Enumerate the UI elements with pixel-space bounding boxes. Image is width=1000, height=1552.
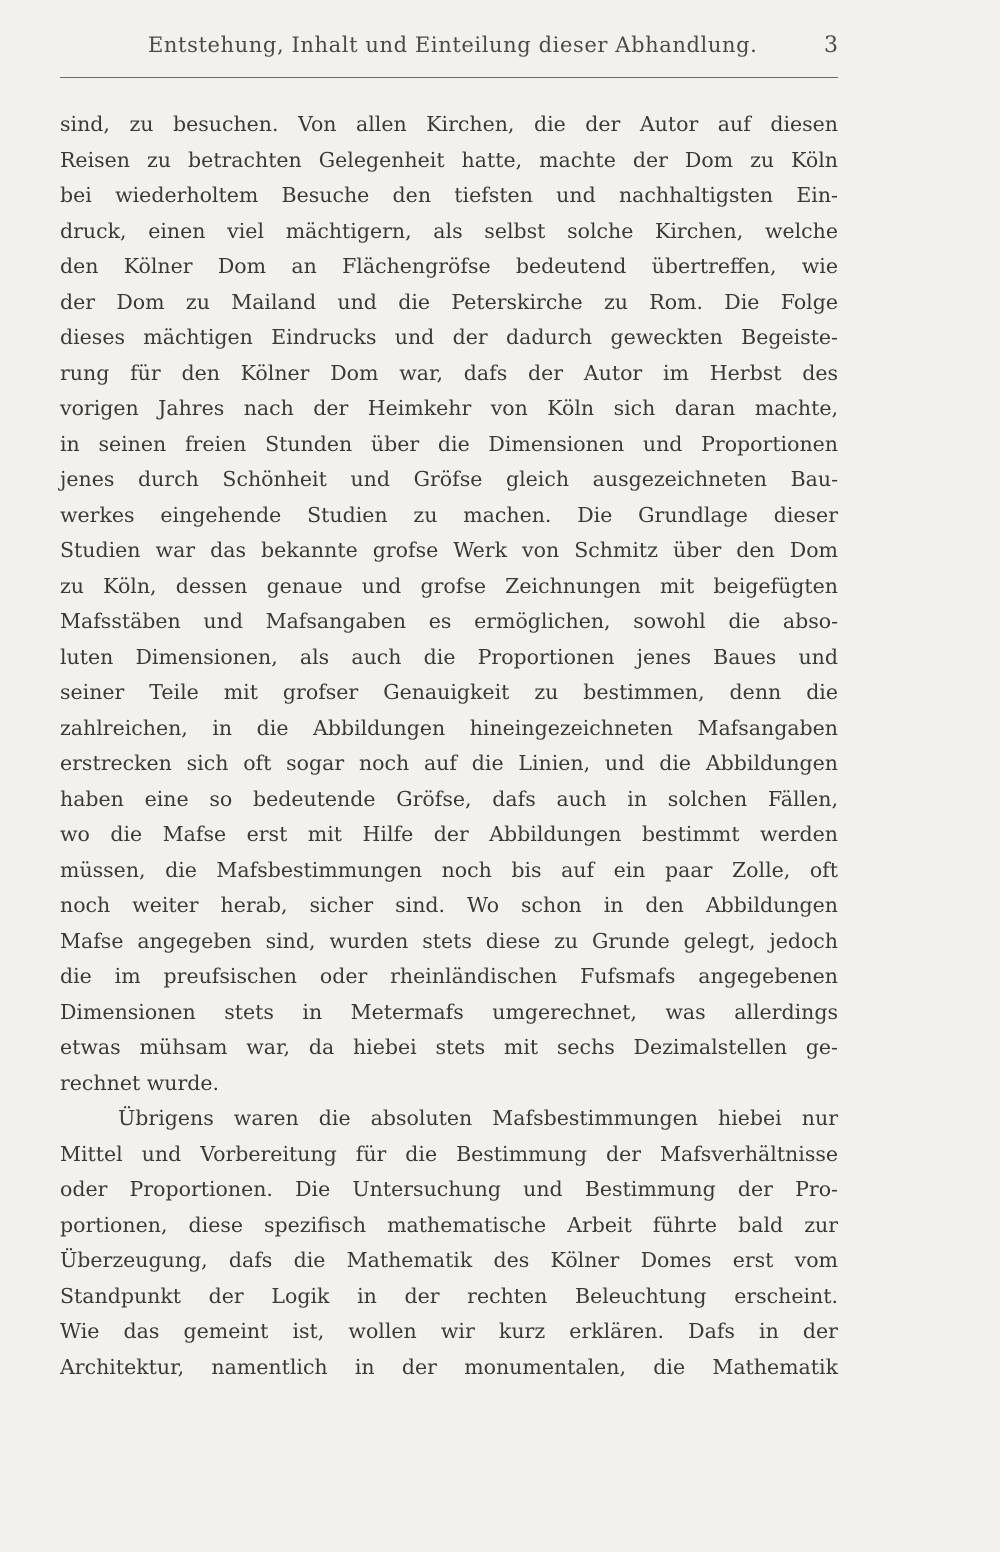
- text-line: haben eine so bedeutende Gröfse, dafs auch in solchen Fällen,: [60, 786, 838, 811]
- text-line: Dimensionen stets in Metermafs umgerechnet, was allerdings: [60, 999, 838, 1024]
- text-line: luten Dimensionen, als auch die Proportionen jenes Baues und: [60, 644, 838, 669]
- text-line: Architektur, namentlich in der monumentalen, die Mathematik: [60, 1354, 838, 1379]
- text-line: Studien war das bekannte grofse Werk von Schmitz über den Dom: [60, 538, 838, 562]
- text-line: werkes eingehende Studien zu machen. Die Grundlage dieser: [60, 502, 838, 527]
- text-line: druck, einen viel mächtigern, als selbst solche Kirchen, welche: [60, 218, 838, 243]
- running-head: [60, 33, 838, 67]
- text-line: die im preufsischen oder rheinländischen Fufsmafs angegebenen: [60, 964, 838, 988]
- text-line: portionen, diese spezifisch mathematische Arbeit führte bald zur: [60, 1212, 838, 1237]
- text-line: zahlreichen, in die Abbildungen hineingezeichneten Mafsangaben: [60, 715, 838, 740]
- text-line: Reisen zu betrachten Gelegenheit hatte, machte der Dom zu Köln: [60, 147, 838, 172]
- text-line: Standpunkt der Logik in der rechten Beleuchtung erscheint.: [60, 1283, 838, 1308]
- text-line: dieses mächtigen Eindrucks und der dadurch geweckten Begeiste-: [60, 325, 838, 349]
- text-line: vorigen Jahres nach der Heimkehr von Köln sich daran machte,: [60, 396, 838, 420]
- text-line: Wie das gemeint ist, wollen wir kurz erklären. Dafs in der: [60, 1319, 838, 1343]
- text-line: wo die Mafse erst mit Hilfe der Abbildungen bestimmt werden: [60, 822, 838, 846]
- text-line: rung für den Kölner Dom war, dafs der Autor im Herbst des: [60, 360, 838, 385]
- text-line: Mittel und Vorbereitung für die Bestimmung der Mafsverhältnisse: [60, 1141, 838, 1166]
- text-line: erstrecken sich oft sogar noch auf die Linien, und die Abbildungen: [60, 751, 838, 775]
- text-line: Mafsstäben und Mafsangaben es ermöglichen, sowohl die abso-: [60, 609, 838, 633]
- text-line: der Dom zu Mailand und die Peterskirche zu Rom. Die Folge: [60, 289, 838, 314]
- header-rule: [60, 77, 838, 78]
- text-line: Mafse angegeben sind, wurden stets diese zu Grunde gelegt, jedoch: [60, 928, 838, 953]
- text-line: müssen, die Mafsbestimmungen noch bis auf ein paar Zolle, oft: [60, 857, 838, 882]
- text-line: noch weiter herab, sicher sind. Wo schon in den Abbildungen: [60, 893, 838, 917]
- text-line: zu Köln, dessen genaue und grofse Zeichnungen mit beigefügten: [60, 573, 838, 598]
- text-line: den Kölner Dom an Flächengröfse bedeutend übertreffen, wie: [60, 254, 838, 278]
- body-text: [60, 107, 838, 1385]
- running-title: Entstehung, Inhalt und Einteilung dieser Abhandlung.: [148, 33, 758, 57]
- paragraph-1: [60, 107, 838, 1101]
- text-line: Überzeugung, dafs die Mathematik des Kölner Domes erst vom: [60, 1248, 838, 1272]
- text-line: Übrigens waren die absoluten Mafsbestimmungen hiebei nur: [118, 1106, 838, 1130]
- text-line: rechnet wurde.: [60, 1070, 220, 1095]
- text-line: jenes durch Schönheit und Gröfse gleich ausgezeichneten Bau-: [60, 467, 838, 491]
- text-line: etwas mühsam war, da hiebei stets mit sechs Dezimalstellen ge-: [60, 1035, 838, 1059]
- paragraph-2: [60, 1101, 838, 1385]
- text-line: in seinen freien Stunden über die Dimensionen und Proportionen: [60, 431, 838, 456]
- text-line: oder Proportionen. Die Untersuchung und Bestimmung der Pro-: [60, 1177, 838, 1201]
- text-line: seiner Teile mit grofser Genauigkeit zu bestimmen, denn die: [60, 680, 838, 704]
- text-line: bei wiederholtem Besuche den tiefsten und nachhaltigsten Ein-: [60, 183, 838, 207]
- page-number: 3: [824, 33, 838, 58]
- text-line: sind, zu besuchen. Von allen Kirchen, die der Autor auf diesen: [60, 112, 838, 136]
